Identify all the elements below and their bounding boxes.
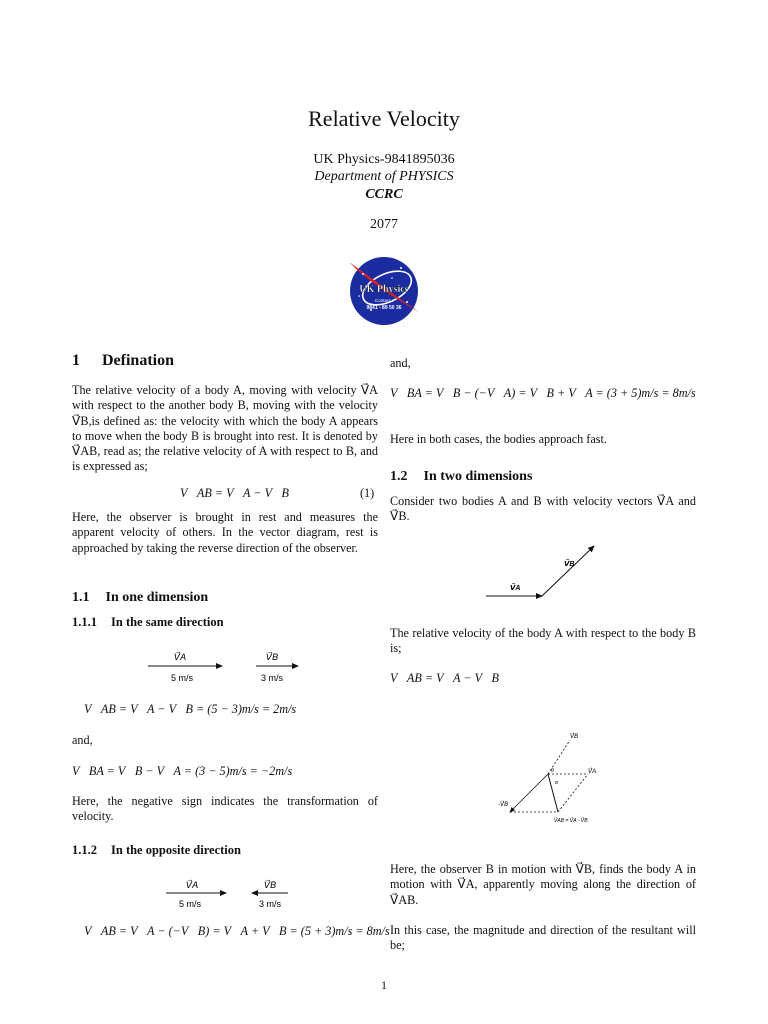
two-dimension-paragraph: Consider two bodies A and B with velocity vectors V⃗A and V⃗B. (390, 494, 696, 524)
equation-4: V⃗AB = V⃗A − (−V⃗B) = V⃗A + V⃗B = (5 + 3)m/s = 8m/s (84, 924, 390, 938)
page-number: 1 (381, 978, 387, 992)
negative-sign-paragraph: Here, the negative sign indicates the transformation of velocity. (72, 794, 378, 824)
section-number: 1.1.2 (72, 843, 97, 857)
section-1-1-1-heading (72, 615, 224, 630)
vb-speed: 3 m/s (258, 899, 282, 909)
side-dashed-line (558, 774, 588, 812)
vb-label: V⃗B (570, 734, 579, 740)
magnitude-paragraph: In this case, the magnitude and direction of the resultant will be; (390, 923, 696, 953)
theta-label: θ (551, 768, 554, 774)
and-text: and, (72, 733, 93, 747)
vb-label: V⃗B (265, 652, 279, 662)
va-label: V⃗A (588, 769, 597, 775)
vb-label: V⃗B (263, 880, 277, 890)
section-1-1-heading (72, 590, 208, 606)
section-1-2-heading (390, 469, 532, 485)
observer-paragraph: Here, the observer is brought in rest and measures the apparent velocity of others. In the vector diagram, rest is approached by taking the reverse direction of the observer. (72, 510, 378, 555)
section-title: Defination (102, 352, 174, 369)
figure-two-vectors (480, 540, 610, 602)
vb-arrow (542, 546, 594, 596)
va-label: V⃗A (185, 880, 199, 890)
figure-vector-diagram (492, 728, 612, 828)
neg-vb-label: -V⃗B (498, 802, 509, 808)
equation-3: V⃗BA = V⃗B − V⃗A = (3 − 5)m/s = −2m/s (72, 764, 293, 778)
equation-1: V⃗AB = V⃗A − V⃗B (180, 486, 289, 500)
definition-paragraph: The relative velocity of a body A, moving with velocity V⃗A with respect to the another body B, moving with the velocity V⃗B,is defined as: the velocity with which the body A appears to move when the body B is brought into rest. It is denoted by V⃗AB, read as; the relative velocity of A with respect to B, and is expressed as; (72, 383, 378, 474)
section-1-1-2-heading (72, 843, 241, 858)
va-speed: 5 m/s (178, 899, 202, 909)
logo-text: UK Physics (359, 284, 409, 295)
equation-1-number: (1) (360, 486, 375, 500)
va-speed: 5 m/s (170, 673, 194, 683)
va-label: V⃗A (173, 652, 187, 662)
relative-velocity-paragraph: The relative velocity of the body A with respect to the body B is; (390, 626, 696, 656)
uk-physics-logo (347, 254, 421, 328)
approach-paragraph: Here in both cases, the bodies approach fast. (390, 432, 607, 446)
observer-motion-paragraph: Here, the observer B in motion with V⃗B, finds the body A in motion with V⃗A, apparently moving along the direction of V⃗AB. (390, 862, 696, 907)
date-line: 2077 (370, 217, 398, 232)
section-title: In one dimension (105, 590, 209, 605)
equation-5: V⃗BA = V⃗B − (−V⃗A) = V⃗B + V⃗A = (3 + 5)m/s = 8m/s (390, 386, 696, 400)
figure-same-direction (140, 644, 310, 686)
section-title: In two dimensions (423, 469, 533, 484)
section-number: 1 (72, 352, 80, 369)
vb-speed: 3 m/s (260, 673, 284, 683)
author-line: UK Physics-9841895036 (313, 152, 455, 167)
logo-contact-number: 9841 - 89 50 36 (366, 305, 402, 311)
department-line: Department of PHYSICS (314, 169, 454, 184)
va-label: V⃗A (510, 585, 521, 592)
section-1-heading (72, 352, 174, 370)
neg-vb-arrow (510, 774, 548, 812)
section-number: 1.1.1 (72, 615, 97, 629)
vb-label: V⃗B (564, 561, 575, 568)
college-line: CCRC (365, 187, 403, 202)
and-text-right: and, (390, 356, 411, 370)
equation-2: V⃗AB = V⃗A − V⃗B = (5 − 3)m/s = 2m/s (84, 702, 297, 716)
logo-contact-label: Contact : (374, 298, 394, 303)
section-title: In the same direction (111, 615, 224, 629)
figure-opposite-direction (160, 874, 300, 914)
section-number: 1.2 (390, 469, 408, 484)
equation-6: V⃗AB = V⃗A − V⃗B (390, 671, 499, 685)
vab-formula-label: V⃗AB = V⃗A - V⃗B (554, 818, 588, 824)
section-title: In the opposite direction (111, 843, 241, 857)
alpha-label: α (555, 780, 558, 786)
paper-title: Relative Velocity (308, 106, 460, 131)
section-number: 1.1 (72, 590, 90, 605)
